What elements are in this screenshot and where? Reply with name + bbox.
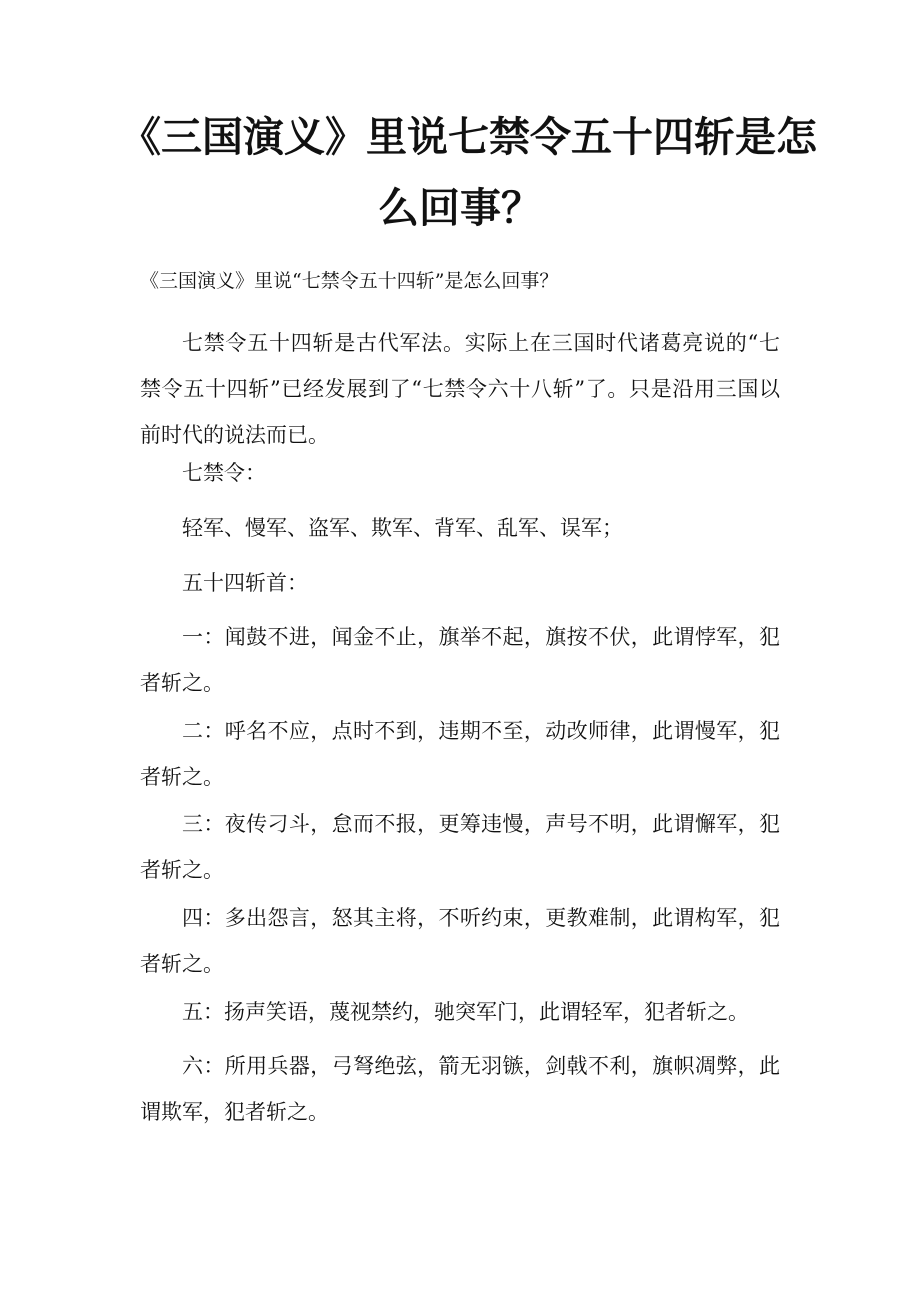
seven-prohibitions-list: 轻军、慢军、盗军、欺军、背军、乱军、误军；	[182, 516, 623, 540]
seven-prohibitions-heading: 七禁令：	[182, 461, 266, 485]
document-subtitle: 《三国演义》里说“七禁令五十四斩”是怎么回事？	[140, 270, 559, 292]
rule-paragraph-2: 二：呼名不应，点时不到，违期不至，动改师律，此谓慢军，犯者斩之。	[140, 719, 780, 789]
rule-paragraph-1: 一：闻鼓不进，闻金不止，旗举不起，旗按不伏，此谓悖军，犯者斩之。	[140, 625, 780, 695]
rule-paragraph-3: 三：夜传刁斗，怠而不报，更筹违慢，声号不明，此谓懈军，犯者斩之。	[140, 812, 780, 882]
rule-paragraph-5: 五：扬声笑语，蔑视禁约，驰突军门，此谓轻军，犯者斩之。	[182, 1000, 749, 1024]
fifty-four-heading: 五十四斩首：	[182, 571, 308, 595]
rule-paragraph-6: 六：所用兵器，弓弩绝弦，箭无羽镞，剑戟不利，旗帜凋弊，此谓欺军，犯者斩之。	[140, 1054, 780, 1124]
rule-paragraph-4: 四：多出怨言，怒其主将，不听约束，更教难制，此谓构军，犯者斩之。	[140, 906, 780, 976]
document-title-line-1: 《三国演义》里说七禁令五十四斩是怎	[120, 113, 817, 161]
intro-paragraph: 七禁令五十四斩是古代军法。实际上在三国时代诸葛亮说的“七禁令五十四斩”已经发展到了“七禁令六十八斩”了。只是沿用三国以前时代的说法而已。	[140, 331, 780, 447]
document-title-line-2: 么回事？	[378, 184, 542, 232]
